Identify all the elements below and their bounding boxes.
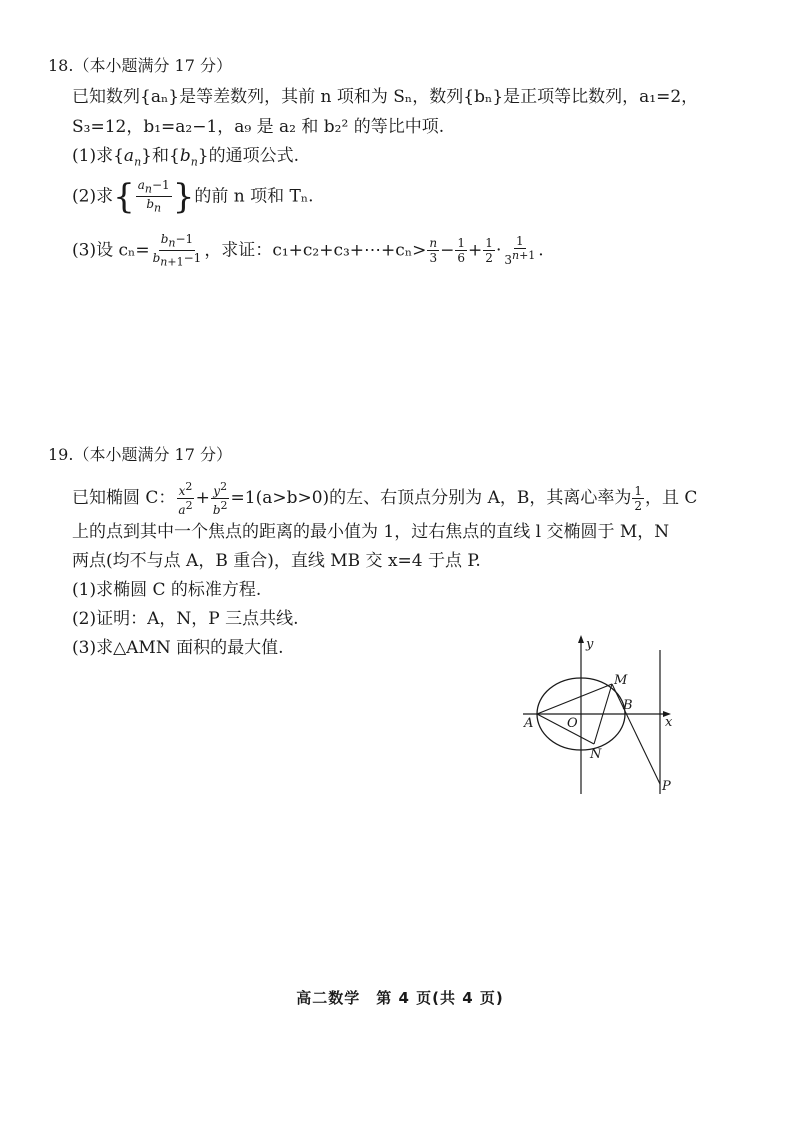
q18-part3-sum: c₁+c₂+c₃+⋯+cₙ> — [272, 240, 427, 261]
line-an — [537, 714, 594, 744]
q18-part2-label: (2)求 — [72, 186, 114, 207]
q19-line2: 上的点到其中一个焦点的距离的最小值为 1，过右焦点的直线 l 交椭圆于 M，N — [72, 522, 670, 542]
q19-header: 19.（本小题满分 17 分） — [48, 445, 232, 464]
q18-part1-end: 的通项公式. — [208, 146, 300, 166]
q18-part3-label: (3)设 cₙ= — [72, 240, 150, 261]
q18-part3: (3)设 cₙ= $\frac{b_n-1}{b_{n+1}-1}$ ，求证：c₁+c₂+c₃+⋯+cₙ> $\frac{n}{3}$ − $\frac{1}{6}$ + $\frac{1}{2}$ · $\frac{1}{3^{n+1}}$ . — [72, 232, 544, 269]
q18-part1: (1)求$\{a_n\}$和$\{b_n\}$的通项公式. — [72, 146, 300, 169]
label-a: A — [524, 716, 534, 731]
q19-line3: 两点(均不与点 A，B 重合)，直线 MB 交 x=4 于点 P. — [72, 551, 481, 571]
line-am — [537, 684, 612, 714]
q19-part3: (3)求△AMN 面积的最大值. — [72, 638, 284, 658]
ellipse-figure — [518, 632, 688, 798]
q19-line1-c: ，且 C — [644, 488, 698, 508]
q19-line1: 已知椭圆 C： $\frac{x^2}{a^2}$ + $\frac{y^2}{b^2}$ =1(a>b>0)的左、右顶点分别为 A，B，其离心率为 $\frac{1}{2}$ ，且 C — [72, 480, 698, 517]
label-n: N — [590, 747, 602, 762]
label-b: B — [623, 698, 633, 713]
q19-line1-a: 已知椭圆 C： — [72, 488, 176, 508]
q18-part1-label: (1)求 — [72, 146, 114, 166]
label-p: P — [662, 779, 671, 794]
label-o: O — [567, 716, 578, 731]
y-axis-arrow — [578, 635, 584, 643]
q18-part2: (2)求{ $\frac{a_n-1}{b_n}$ }的前 n 项和 Tₙ. — [72, 176, 314, 217]
label-y: y — [586, 637, 594, 652]
label-x: x — [665, 715, 673, 730]
q18-part3-cn-fraction: $\frac{b_n-1}{b_{n+1}-1}$ — [152, 232, 202, 269]
q18-intro: 已知数列{aₙ}是等差数列，其前 n 项和为 Sₙ，数列{bₙ}是正项等比数列，a₁=2， — [72, 87, 699, 107]
q18-part1-mid: 和 — [151, 146, 169, 166]
q18-condition: S₃=12，b₁=a₂−1，a₉ 是 a₂ 和 b₂² 的等比中项. — [72, 117, 445, 137]
q19-part2: (2)证明：A，N，P 三点共线. — [72, 609, 299, 629]
label-m: M — [614, 673, 628, 688]
page-footer: 高二数学 第 4 页(共 4 页) — [296, 989, 504, 1007]
q19-line1-b: =1(a>b>0)的左、右顶点分别为 A，B，其离心率为 — [230, 488, 632, 508]
line-mbp — [612, 684, 660, 784]
q18-part2-end: 的前 n 项和 Tₙ. — [194, 186, 314, 207]
q18-header: 18.（本小题满分 17 分） — [48, 56, 232, 75]
q19-part1: (1)求椭圆 C 的标准方程. — [72, 580, 262, 600]
q18-part3-mid: ，求证： — [204, 240, 273, 261]
q18-part2-fraction: $\frac{a_n-1}{b_n}$ — [137, 178, 170, 215]
